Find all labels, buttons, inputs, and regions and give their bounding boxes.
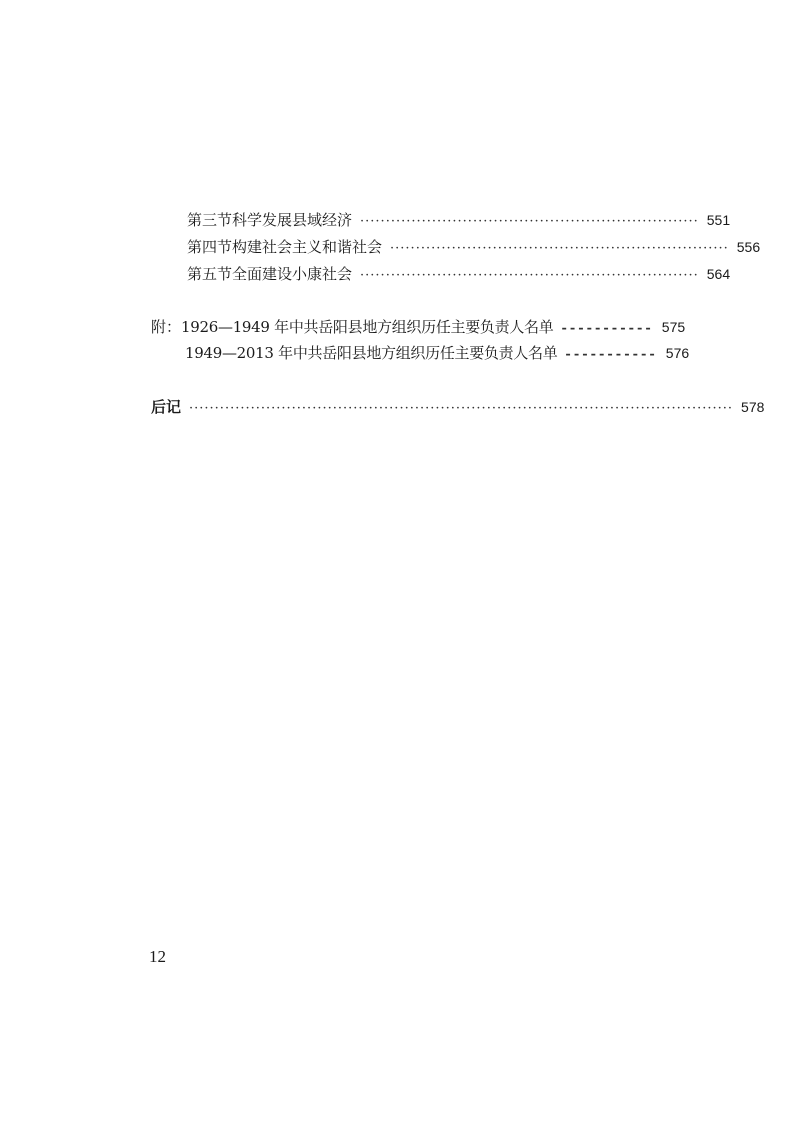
dot-leader: ·································································· xyxy=(390,241,729,256)
toc-entry-appendix-1[interactable] xyxy=(151,317,686,339)
toc-entry-appendix-2[interactable] xyxy=(185,343,690,365)
toc-entry-afterword[interactable] xyxy=(151,397,765,419)
section-number: 第四节 xyxy=(187,238,233,256)
dash-leader: ----------- xyxy=(565,347,658,362)
page-number: 575 xyxy=(661,319,686,335)
section-number: 第三节 xyxy=(187,211,233,229)
appendix-title: 1949—2013 年中共岳阳县地方组织历任主要负责人名单 xyxy=(185,344,558,362)
toc-entry-section-3[interactable] xyxy=(187,210,731,232)
section-title: 全面建设小康社会 xyxy=(232,265,353,283)
appendix-title: 1926—1949 年中共岳阳县地方组织历任主要负责人名单 xyxy=(181,318,554,336)
page-number: 556 xyxy=(736,239,761,255)
toc-entry-section-4[interactable] xyxy=(187,237,761,259)
dot-leader: ·································································· xyxy=(360,214,699,229)
page-number: 564 xyxy=(706,266,731,282)
dot-leader: ·································································· xyxy=(360,268,699,283)
page-number: 551 xyxy=(706,212,731,228)
folio-page-number: 12 xyxy=(149,947,166,966)
section-title: 科学发展县域经济 xyxy=(232,211,353,229)
appendix-prefix: 附： xyxy=(151,318,182,336)
toc-entry-section-5[interactable] xyxy=(187,264,731,286)
section-number: 第五节 xyxy=(187,265,233,283)
dash-leader: ----------- xyxy=(561,321,654,336)
section-title: 构建社会主义和谐社会 xyxy=(232,238,383,256)
page-number: 576 xyxy=(665,345,690,361)
dot-leader: ·········································································································· xyxy=(189,401,734,416)
afterword-title: 后记 xyxy=(151,398,182,416)
page-number: 578 xyxy=(741,399,765,415)
